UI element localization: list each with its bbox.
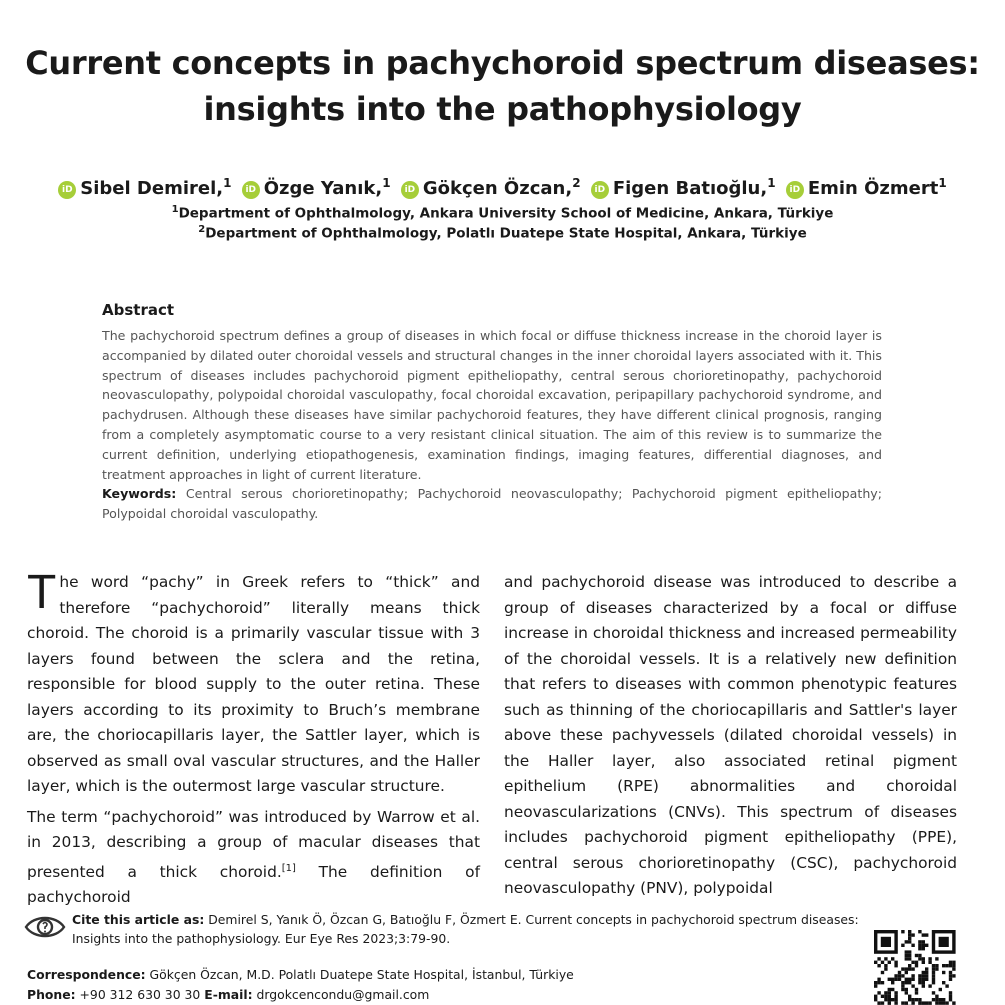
author bbox=[242, 170, 391, 202]
author bbox=[786, 170, 947, 202]
author-name: Emin Özmert bbox=[807, 178, 939, 199]
cite-text: Demirel S, Yanık Ö, Özcan G, Batıoğlu F, Özmert E. Current concepts in pachychoroid spectrum diseases: Insights into the pathophysiology. Eur Eye Res 2023;3:79-90. bbox=[72, 912, 859, 946]
article-title bbox=[0, 40, 1005, 132]
affiliation-number: 2 bbox=[198, 224, 206, 235]
affiliation-text: Department of Ophthalmology, Polatlı Duatepe State Hospital, Ankara, Türkiye bbox=[205, 225, 807, 242]
citation-reference[interactable]: [1] bbox=[281, 862, 296, 874]
cite-text-block bbox=[72, 910, 904, 948]
correspondence-text: Gökçen Özcan, M.D. Polatlı Duatepe State Hospital, İstanbul, Türkiye bbox=[145, 967, 574, 982]
abstract-section bbox=[102, 300, 882, 524]
orcid-icon[interactable]: iD bbox=[401, 181, 419, 199]
abstract-text: The pachychoroid spectrum defines a group of diseases in which focal or diffuse thickness increase in the choroid layer is accompanied by dilated outer choroidal vessels and structural changes in the inner choroidal layers associated with it. This spectrum of diseases includes pachychoroid pigment epitheliopathy, central serous chorioretinopathy, pachychoroid neovasculopathy, polypoidal choroidal vasculopathy, focal choroidal excavation, peripapillary pachychoroid syndrome, and pachydrusen. Although these diseases have similar pachychoroid features, they have different clinical prognosis, ranging from a completely asymptomatic course to a very resistant clinical situation. The aim of this review is to summarize the current definition, underlying etiopathogenesis, examination findings, imaging features, differential diagnoses, and treatment approaches in light of current literature. bbox=[102, 328, 882, 482]
correspondence-label: Correspondence: bbox=[27, 967, 146, 982]
phone-label: Phone: bbox=[27, 987, 76, 1002]
body-text: The definition of pachychoroid bbox=[27, 862, 480, 907]
body-paragraph bbox=[27, 566, 480, 800]
body-column-left bbox=[27, 566, 480, 916]
abstract-heading: Abstract bbox=[102, 301, 175, 319]
body-text: he word “pachy” in Greek refers to “thick” and therefore “pachychoroid” literally means thick choroid. The choroid is a primarily vascular tissue with 3 layers found between the sclera and the retina, responsible for blood supply to the outer retina. These layers according to its proximity to Bruch’s membrane are, the choriocapillaris layer, the Sattler layer, which is observed as small oval vascular structures, and the Haller layer, which is the outermost large vascular structure. bbox=[27, 573, 480, 795]
orcid-icon[interactable]: iD bbox=[786, 181, 804, 199]
author bbox=[591, 170, 776, 202]
keywords-label: Keywords: bbox=[102, 486, 177, 502]
author-affiliation-number: 1 bbox=[767, 176, 776, 190]
body-paragraph bbox=[27, 805, 480, 911]
orcid-icon[interactable]: iD bbox=[58, 181, 76, 199]
author-name: Özge Yanık, bbox=[263, 178, 383, 199]
cite-label: Cite this article as: bbox=[72, 912, 205, 927]
keywords bbox=[102, 484, 882, 524]
phone-number: +90 312 630 30 30 bbox=[75, 987, 205, 1002]
author-affiliation-number: 1 bbox=[938, 176, 947, 190]
body-column-right bbox=[504, 570, 957, 907]
qr-code-icon[interactable] bbox=[874, 930, 956, 1005]
author-name: Gökçen Özcan, bbox=[422, 178, 573, 199]
email-address[interactable]: drgokcencondu@gmail.com bbox=[252, 987, 430, 1002]
author bbox=[58, 170, 231, 202]
correspondence-block bbox=[27, 965, 574, 1005]
email-label: E-mail: bbox=[204, 987, 253, 1002]
orcid-icon[interactable]: iD bbox=[591, 181, 609, 199]
title-line-1: Current concepts in pachychoroid spectrum diseases: bbox=[25, 44, 980, 82]
author-name: Figen Batıoğlu, bbox=[612, 178, 768, 199]
correspondence-line bbox=[27, 965, 574, 985]
affiliation-number: 1 bbox=[171, 204, 179, 215]
affiliation-text: Department of Ophthalmology, Ankara University School of Medicine, Ankara, Türkiye bbox=[178, 205, 834, 222]
contact-line bbox=[27, 985, 574, 1005]
title-line-2: insights into the pathophysiology bbox=[203, 90, 802, 128]
affiliation bbox=[0, 220, 1005, 244]
author-affiliation-number: 2 bbox=[572, 176, 581, 190]
drop-cap: T bbox=[27, 566, 57, 619]
cite-box bbox=[24, 910, 904, 948]
author-affiliation-number: 1 bbox=[382, 176, 391, 190]
orcid-icon[interactable]: iD bbox=[242, 181, 260, 199]
eye-icon bbox=[24, 912, 66, 942]
author-list bbox=[0, 170, 1005, 202]
author-affiliation-number: 1 bbox=[223, 176, 232, 190]
body-paragraph: and pachychoroid disease was introduced to describe a group of diseases characterized by a focal or diffuse increase in choroidal thickness and increased permeability of the choroidal vessels. It is a relatively new definition that refers to diseases with common phenotypic features such as thinning of the choriocapillaris and Sattler's layer above these pachyvessels (dilated choroidal vessels) in the Haller layer, also associated retinal pigment epithelium (RPE) abnormalities and choroidal neovascularizations (CNVs). This spectrum of diseases includes pachychoroid pigment epitheliopathy (PPE), central serous chorioretinopathy (CSC), pachychoroid neovasculopathy (PNV), polypoidal bbox=[504, 573, 957, 897]
author-name: Sibel Demirel, bbox=[80, 178, 224, 199]
body-text: The term “pachychoroid” was introduced by Warrow et al. in 2013, describing a group of macular diseases that presented a thick choroid. bbox=[27, 807, 480, 881]
author bbox=[401, 170, 581, 202]
keywords-text: Central serous chorioretinopathy; Pachychoroid neovasculopathy; Pachychoroid pigment epitheliopathy; Polypoidal choroidal vasculopathy. bbox=[102, 486, 882, 522]
